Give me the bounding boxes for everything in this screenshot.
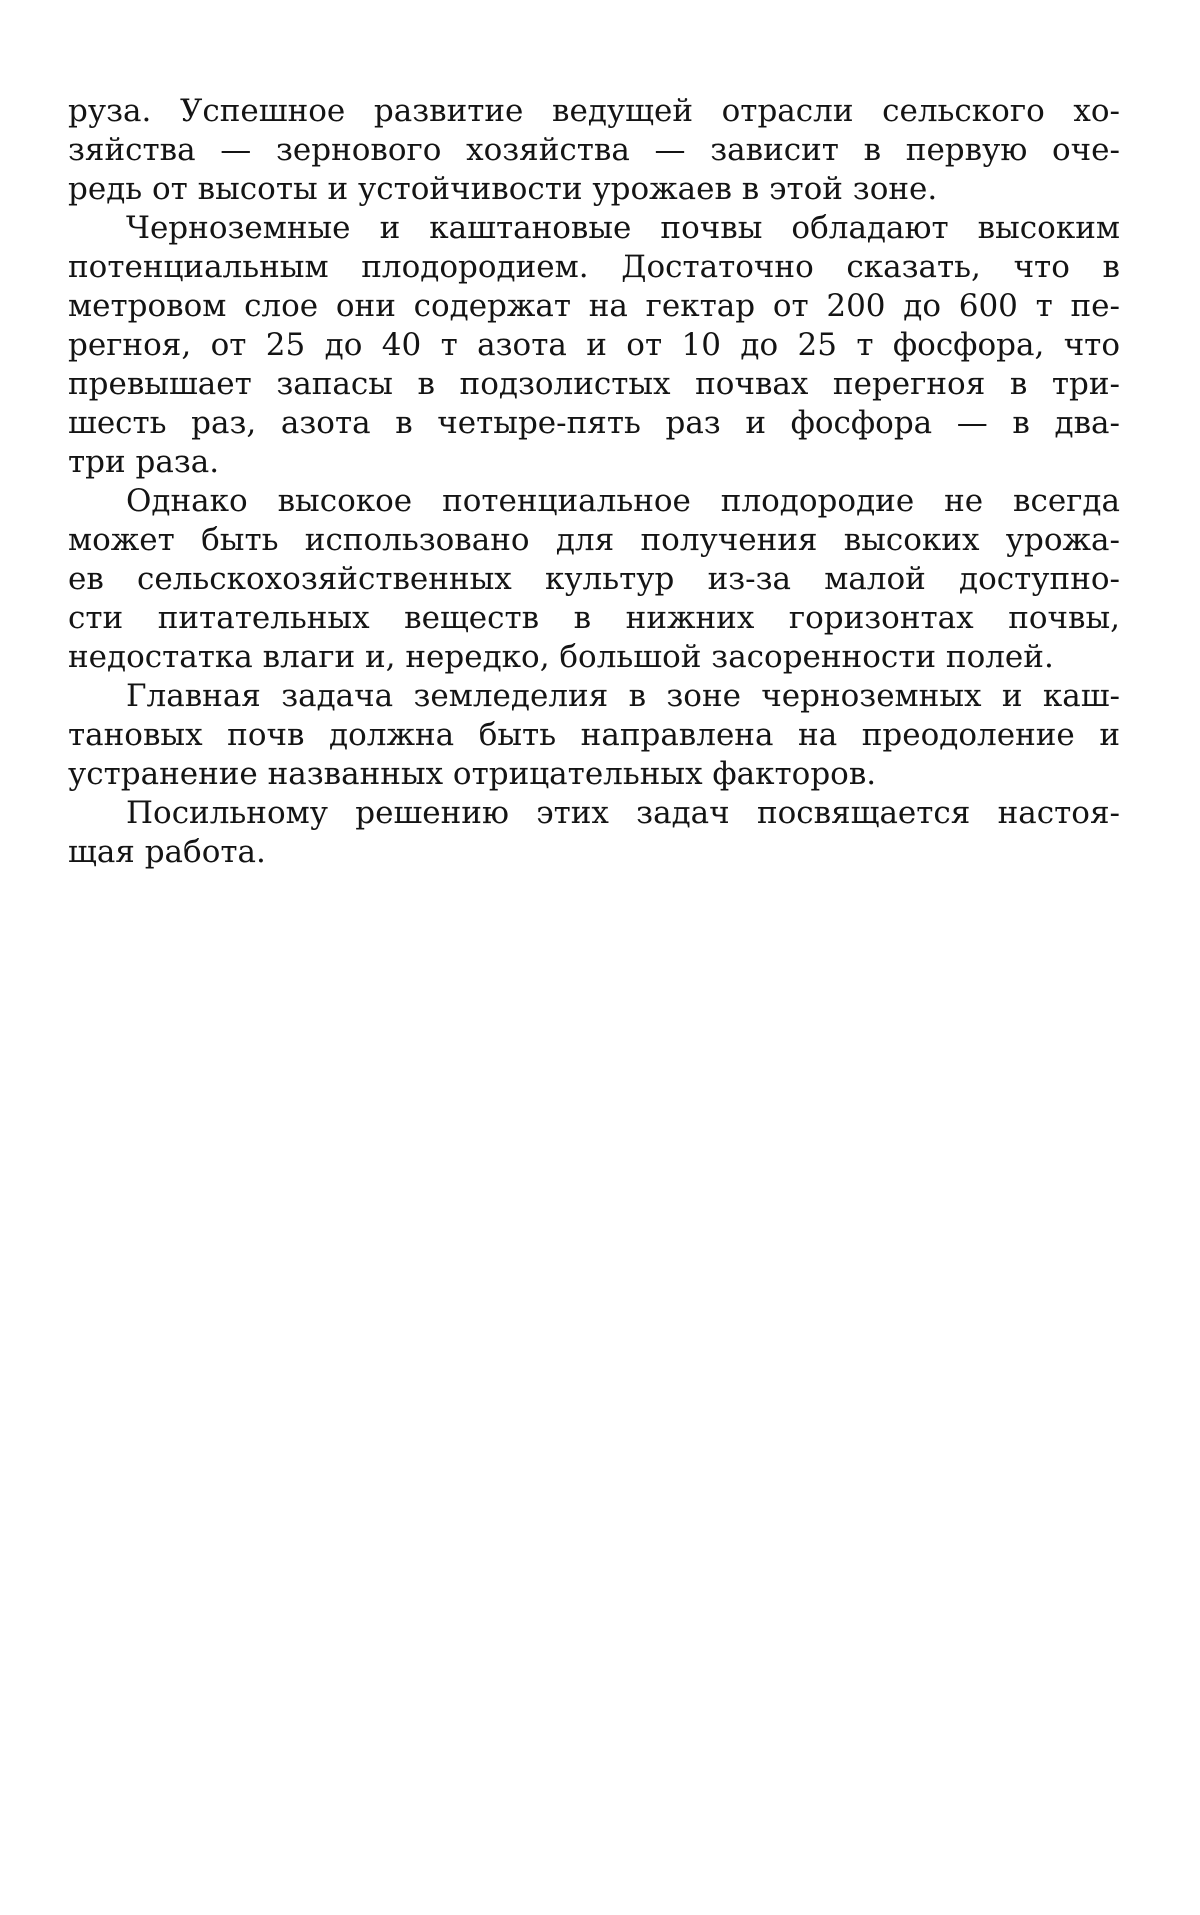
text-line: недостатка влаги и, нередко, большой засоренности полей.: [68, 639, 1054, 675]
paragraph-2: [68, 209, 1120, 482]
text-line: тановых почв должна быть направлена на преодоление и: [68, 717, 1120, 753]
paragraph-1: [68, 92, 1120, 209]
text-line: метровом слое они содержат на гектар от 200 до 600 т пе-: [68, 288, 1120, 324]
text-line: редь от высоты и устойчивости урожаев в этой зоне.: [68, 171, 938, 207]
text-line: три раза.: [68, 444, 220, 480]
paragraph-4: [68, 677, 1120, 794]
text-line: сти питательных веществ в нижних горизонтах почвы,: [68, 600, 1120, 636]
text-line: руза. Успешное развитие ведущей отрасли сельского хо-: [68, 93, 1120, 129]
paragraph-3: [68, 482, 1120, 677]
text-line: регноя, от 25 до 40 т азота и от 10 до 25 т фосфора, что: [68, 327, 1120, 363]
text-line: щая работа.: [68, 834, 266, 870]
text-line: Однако высокое потенциальное плодородие не всегда: [126, 483, 1120, 519]
text-line: шесть раз, азота в четыре-пять раз и фосфора — в два-: [68, 405, 1120, 441]
body-text: [68, 92, 1120, 872]
text-line: превышает запасы в подзолистых почвах перегноя в три-: [68, 366, 1120, 402]
text-line: потенциальным плодородием. Достаточно сказать, что в: [68, 249, 1120, 285]
text-line: может быть использовано для получения высоких урожа-: [68, 522, 1120, 558]
text-line: Главная задача земледелия в зоне черноземных и каш-: [126, 678, 1120, 714]
text-line: зяйства — зернового хозяйства — зависит в первую оче-: [68, 132, 1120, 168]
text-line: Посильному решению этих задач посвящается настоя-: [126, 795, 1120, 831]
text-line: устранение названных отрицательных факторов.: [68, 756, 877, 792]
text-line: ев сельскохозяйственных культур из-за малой доступно-: [68, 561, 1120, 597]
paragraph-5: [68, 794, 1120, 872]
text-line: Черноземные и каштановые почвы обладают высоким: [126, 210, 1120, 246]
